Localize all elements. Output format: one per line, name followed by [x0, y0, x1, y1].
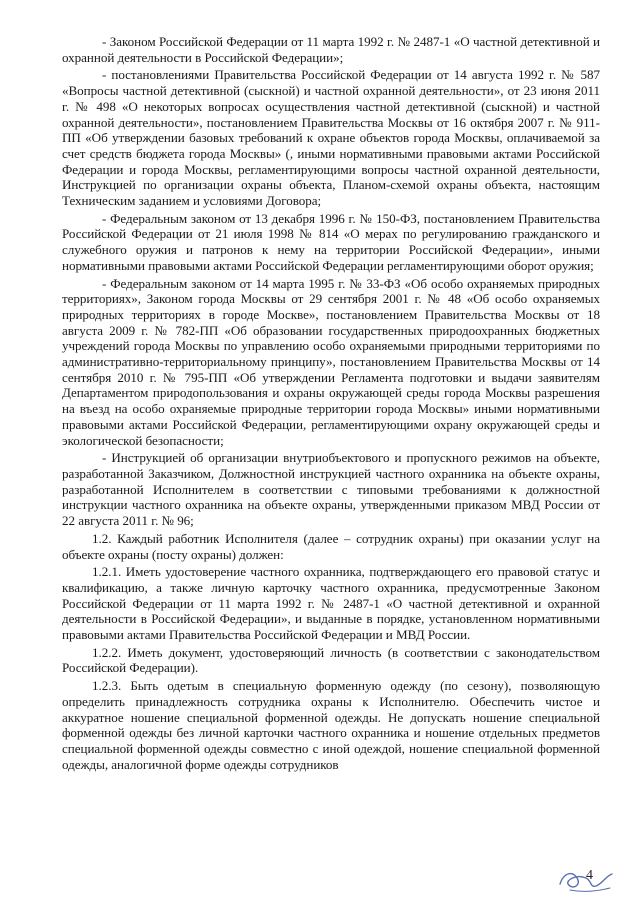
paragraph-federal-law-33: - Федеральным законом от 14 марта 1995 г. № 33-ФЗ «Об особо охраняемых природных территориях», Законом города Москвы от 29 сентября 2001 г. № 48 «Об особо охраняемых природных территориях в городе Москве», постановлением Правительства Москвы от 18 августа 2009 г. № 782-ПП «Об образовании государственных природоохранных бюджетных учреждений города Москвы по управлению особо охраняемыми природными территориями по административно-территориальному принципу», постановлением Правительства Москвы от 14 сентября 2010 г. № 795-ПП «Об утверждении Регламента подготовки и выдачи заявителям Департаментом природопользования и охраны окружающей среды города Москвы разрешения на въезд на особо охраняемые природные территории города Москвы» иными нормативными правовыми актами Российской Федерации, регламентирующими охрану окружающей среды и экологической безопасности;	[62, 275, 600, 448]
page-number: 4	[586, 868, 593, 883]
clause-1-2-1: 1.2.1. Иметь удостоверение частного охранника, подтверждающего его правовой статус и квалификацию, а также личную карточку частного охранника, предусмотренные Законом Российской Федерации от 11 марта 1992 г. № 2487-1 «О частной детективной и охранной деятельности в Российской Федерации», и выданные в порядке, установленном нормативными правовыми актами Правительства Российской Федерации и МВД России.	[62, 564, 600, 643]
clause-1-2-2: 1.2.2. Иметь документ, удостоверяющий личность (в соответствии с законодательством Российской Федерации).	[62, 644, 600, 676]
document-page	[62, 34, 600, 774]
paragraph-instruction: - Инструкцией об организации внутриобъектового и пропускного режимов на объекте, разработанной Заказчиком, Должностной инструкцией частного охранника на объекте охраны, разработанной Исполнителем в соответствии с типовыми требованиями к должностной инструкции частного охранника на объекте охраны, утвержденными приказом МВД России от 22 августа 2011 г. № 96;	[62, 450, 600, 529]
paragraph-federal-law-150: - Федеральным законом от 13 декабря 1996 г. № 150-ФЗ, постановлением Правительства Российской Федерации от 21 июля 1998 № 814 «О мерах по регулированию гражданского и служебного оружия и патронов к нему на территории Российской Федерации», иными нормативными правовыми актами Российской Федерации регламентирующими оборот оружия;	[62, 210, 600, 273]
paragraph-law-2487: - Законом Российской Федерации от 11 марта 1992 г. № 2487-1 «О частной детективной и охранной деятельности в Российской Федерации»;	[62, 34, 600, 65]
clause-1-2-3: 1.2.3. Быть одетым в специальную форменную одежду (по сезону), позволяющую определить принадлежность сотрудника охраны к Исполнителю. Обеспечить чистое и аккуратное ношение специальной форменной одежды. Не допускать ношение специальной форменной одежды без личной карточки частного охранника и ношение отдельных предметов специальной форменной одежды совместно с иной одеждой, ношение специальной форменной одежды, аналогичной форме одежды сотрудников	[62, 678, 600, 772]
paragraph-government-resolutions: - постановлениями Правительства Российской Федерации от 14 августа 1992 г. № 587 «Вопросы частной детективной (сыскной) и частной охранной деятельности», от 23 июня 2011 г. № 498 «О некоторых вопросах осуществления частной детективной (сыскной) и частной охранной деятельности», постановлением Правительства Москвы от 16 октября 2007 г. № 911-ПП «Об утверждении базовых требований к охране объектов города Москвы, оплачиваемой за счет средств бюджета города Москвы» (, иными нормативными правовыми актами Российской Федерации и города Москвы, регламентирующими вопросы частной охранной деятельности, Инструкцией по организации охраны объекта, Планом-схемой охраны объекта, настоящим Техническим заданием и условиями Договора;	[62, 67, 600, 209]
clause-1-2: 1.2. Каждый работник Исполнителя (далее – сотрудник охраны) при оказании услуг на объекте охраны (посту охраны) должен:	[62, 530, 600, 562]
